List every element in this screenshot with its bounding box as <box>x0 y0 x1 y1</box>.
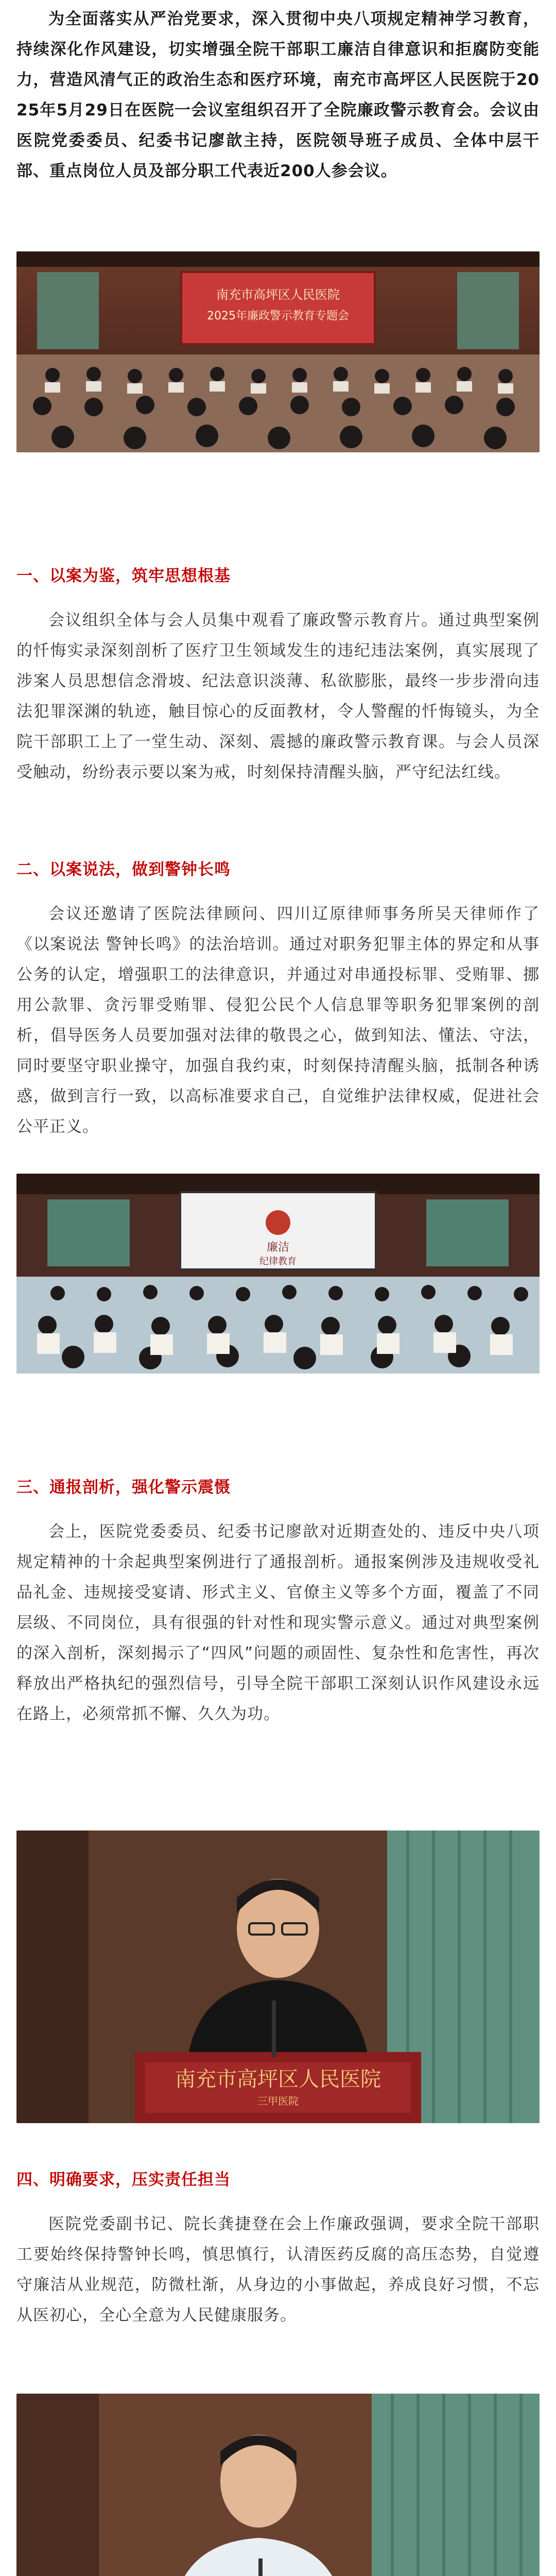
nameplate-sub-1: 三甲医院 <box>257 2095 299 2107</box>
nameplate-hospital-1: 南充市高坪区人民医院 <box>175 2067 381 2091</box>
section-body-3: 会上，医院党委委员、纪委书记廖歆对近期查处的、违反中央八项规定精神的十余起典型案例进行了通报剖析。通报案例涉及违规收受礼品礼金、违规接受宴请、形式主义、官僚主义等多个方面，覆盖了不同层级、不同岗位，具有很强的针对性和现实警示意义。通过对典型案例的深入剖析，深刻揭示了“四风”问题的顽固性、复杂性和危害性，再次释放出严格执纪的强烈信号，引导全院干部职工深刻认识作风建设永远在路上，必须常抓不懈、久久为功。 <box>16 1522 540 1723</box>
section-body-1: 会议组织全体与会人员集中观看了廉政警示教育片。通过典型案例的忏悔实录深刻剖析了医疗卫生领域发生的违纪违法案例，真实展现了涉案人员思想信念滑坡、纪法意识淡薄、私欲膨胀，最终一步步滑向违法犯罪深渊的轨迹，触目惊心的反面教材，令人警醒的忏悔镜头，为全院干部职工上了一堂生动、深刻、震撼的廉政警示教育课。与会人员深受触动，纷纷表示要以案为戒，时刻保持清醒头脑，严守纪法红线。 <box>16 611 540 782</box>
speaker-photo-2 <box>16 2394 540 2576</box>
section-body-4: 医院党委副书记、院长龚捷登在会上作廉政强调，要求全院干部职工要始终保持警钟长鸣，慎思慎行，认清医药反腐的高压态势，自觉遵守廉洁从业规范，防微杜渐，从身边的小事做起，养成良好习惯，不忘从医初心，全心全意为人民健康服务。 <box>16 2215 540 2325</box>
screen-line-1: 廉洁 <box>266 1241 290 1254</box>
intro-paragraph: 为全面落实从严治党要求，深入贯彻中央八项规定精神学习教育，持续深化作风建设，切实增强全院干部职工廉洁自律意识和拒腐防变能力，营造风清气正的政治生态和医疗环境，南充市高坪区人民医院于2025年5月29日在医院一会议室组织召开了全院廉政警示教育会。会议由医院党委委员、纪委书记廖歆主持，医院领导班子成员、全体中层干部、重点岗位人员及部分职工代表近200人参会议。 <box>16 10 540 180</box>
banner-line-2: 2025年廉政警示教育专题会 <box>207 310 349 323</box>
section-heading-4: 四、明确要求，压实责任担当 <box>16 2171 231 2189</box>
meeting-photo-2 <box>16 1174 540 1374</box>
meeting-photo-1 <box>16 251 540 452</box>
screen-line-2: 纪律教育 <box>259 1256 297 1267</box>
section-body-2: 会议还邀请了医院法律顾问、四川辽原律师事务所吴天律师作了《以案说法 警钟长鸣》的法治培训。通过对职务犯罪主体的界定和从事公务的认定，增强职工的法律意识，并通过对串通投标罪、受贿罪、挪用公款罪、贪污罪受贿罪、侵犯公民个人信息罪等职务犯罪案例的剖析，倡导医务人员要加强对法律的敬畏之心，做到知法、懂法、守法，同时要坚守职业操守，加强自我约束，时刻保持清醒头脑，抵制各种诱惑，做到言行一致，以高标准要求自己，自觉维护法律权威，促进社会公平正义。 <box>16 905 540 1136</box>
section-heading-2: 二、以案说法，做到警钟长鸣 <box>16 860 231 879</box>
banner-line-1: 南充市高坪区人民医院 <box>216 287 340 302</box>
section-heading-3: 三、通报剖析，强化警示震慑 <box>16 1478 231 1497</box>
section-heading-1: 一、以案为鉴，筑牢思想根基 <box>16 567 231 585</box>
speaker-photo-1 <box>16 1831 540 2123</box>
